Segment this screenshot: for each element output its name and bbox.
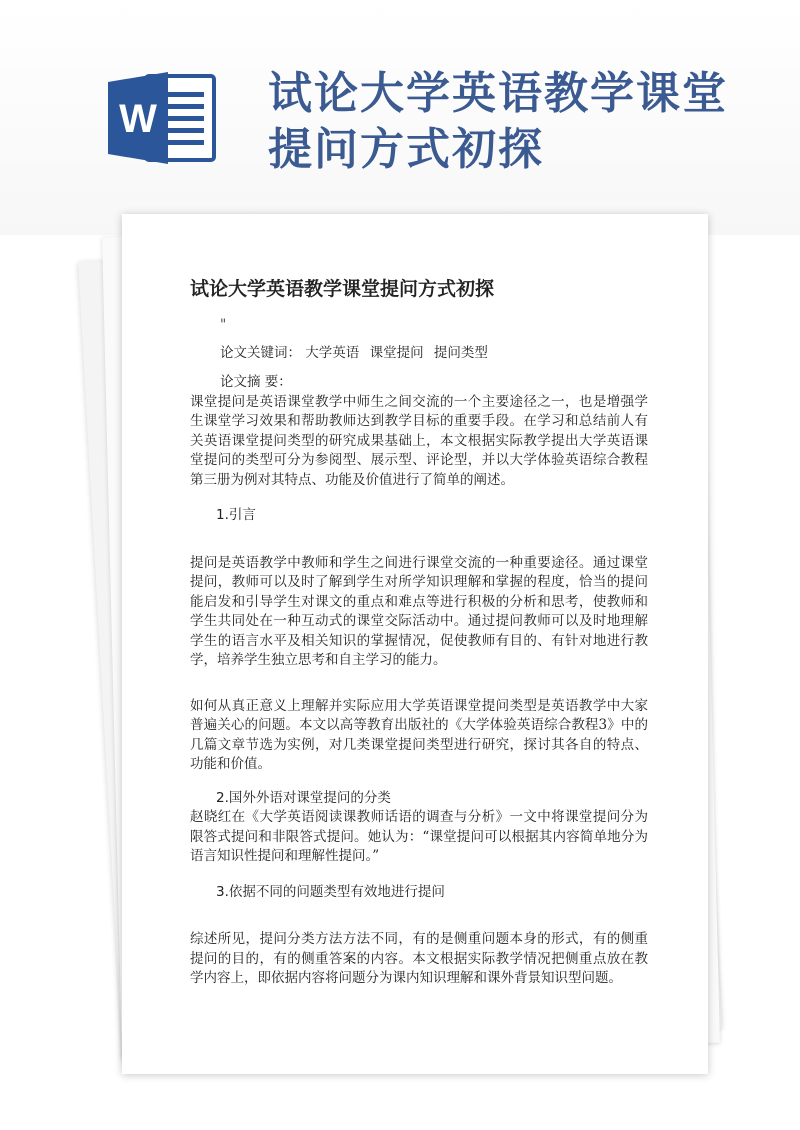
document-content (190, 276, 648, 989)
word-logo-letter: W (119, 97, 157, 141)
keyword-item: 提问类型 (433, 344, 488, 361)
keywords-line (190, 344, 648, 364)
section3-paragraph: 综述所见，提问分类方法方法不同，有的是侧重问题本身的形式，有的侧重提问的目的，有的侧重答案的内容。本文根据实际教学情况把侧重点放在教学内容上，即依据内容将问题分为课内知识理解和课外背景知识型问题。 (190, 931, 648, 986)
document-title: 试论大学英语教学课堂提问方式初探 (190, 278, 495, 300)
page-title-line2: 提问方式初探 (268, 124, 544, 175)
document-page (122, 214, 708, 1074)
page-title-line1: 试论大学英语教学课堂 (268, 68, 728, 119)
abstract-paragraph: 课堂提问是英语课堂教学中师生之间交流的一个主要途径之一，也是增强学生课堂学习效果和帮助教师达到教学目标的重要手段。在学习和总结前人有关英语课堂提问类型的研究成果基础上，本文根据实际教学提出大学英语课堂提问的类型可分为参阅型、展示型、评论型，并以大学体验英语综合教程第三册为例对其特点、功能及价值进行了简单的阐述。 (190, 393, 648, 488)
section-heading-1: 1.引言 (216, 507, 256, 523)
section-heading-2: 2.国外外语对课堂提问的分类 (216, 789, 391, 806)
keyword-item: 大学英语 (305, 344, 360, 361)
page-title (268, 66, 768, 178)
abstract-label: 论文摘 要： (220, 374, 292, 390)
keywords-label: 论文关键词： (220, 344, 301, 361)
section1-paragraph-1: 提问是英语教学中教师和学生之间进行课堂交流的一种重要途径。通过课堂提问，教师可以及时了解到学生对所学知识理解和掌握的程度，恰当的提问能启发和引导学生对课文的重点和难点等进行积极的分析和思考，使教师和学生共同处在一种互动式的课堂交际活动中。通过提问教师可以及时地理解学生的语言水平及相关知识的掌握情况，促使教师有目的、有针对地进行教学，培养学生独立思考和自主学习的能力。 (190, 554, 648, 668)
word-document-icon (108, 70, 218, 166)
section-heading-3: 3.依据不同的问题类型有效地进行提问 (216, 883, 445, 900)
section1-paragraph-2: 如何从真正意义上理解并实际应用大学英语课堂提问类型是英语教学中大家普遍关心的问题。本文以高等教育出版社的《大学体验英语综合教程3》中的几篇文章节选为实例，对几类课堂提问类型进行研究，探讨其各自的特点、功能和价值。 (190, 697, 648, 772)
quote-mark: " (220, 317, 227, 333)
keyword-item: 课堂提问 (369, 344, 424, 361)
section2-paragraph: 赵晓红在《大学英语阅读课教师话语的调查与分析》一文中将课堂提问分为限答式提问和非限答式提问。她认为：“课堂提问可以根据其内容简单地分为语言知识性提问和理解性提问。” (190, 809, 648, 864)
